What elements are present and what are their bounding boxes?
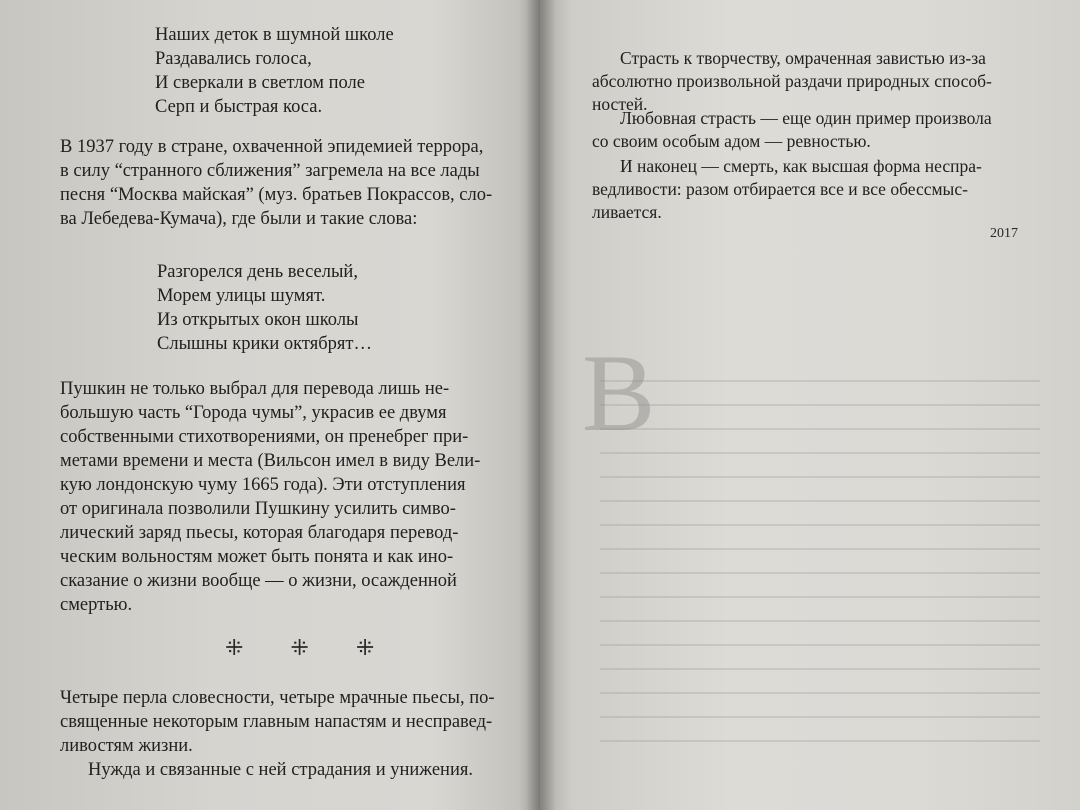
poem-line: Раздавались голоса, <box>155 49 312 69</box>
text-line: ва Лебедева-Кумача), где были и такие слова: <box>60 209 418 229</box>
text-line: от оригинала позволили Пушкину усилить симво- <box>60 499 456 519</box>
text-line: ливается. <box>592 202 662 222</box>
show-through-drop-cap: В <box>582 332 656 454</box>
text-line: кую лондонскую чуму 1665 года). Эти отступления <box>60 475 466 495</box>
poem-line: Из открытых окон школы <box>157 310 359 330</box>
poem-stanza-2 <box>157 260 372 356</box>
text-line: священные некоторым главным напастям и несправед- <box>60 712 493 732</box>
poem-line: Разгорелся день веселый, <box>157 262 358 282</box>
text-line: большую часть “Города чумы”, украсив ее двумя <box>60 403 447 423</box>
paragraph-four-pearls <box>60 686 502 758</box>
text-line: И наконец — смерть, как высшая форма неспра- <box>620 156 982 176</box>
text-line: абсолютно произвольной раздачи природных способ- <box>592 71 992 91</box>
text-line: песня “Москва майская” (муз. братьев Покрассов, сло- <box>60 185 493 205</box>
text-line: метами времени и места (Вильсон имел в виду Вели- <box>60 451 481 471</box>
text-line: сказание о жизни вообще — о жизни, осажденной <box>60 571 457 591</box>
poem-line: Морем улицы шумят. <box>157 286 326 306</box>
poem-line: Серп и быстрая коса. <box>155 97 323 117</box>
text-line: в силу “странного сближения” загремела на все лады <box>60 161 480 181</box>
poem-line: Наших деток в шумной школе <box>155 25 394 45</box>
paragraph-1937 <box>60 135 502 231</box>
text-line: смертью. <box>60 595 133 615</box>
poem-line: И сверкали в светлом поле <box>155 73 365 93</box>
poem-stanza-1 <box>155 23 394 119</box>
text-line: Пушкин не только выбрал для перевода лишь не- <box>60 379 450 399</box>
paragraph-poverty <box>88 758 473 782</box>
text-line: Нужда и связанные с ней страдания и унижения. <box>88 760 473 780</box>
paragraph-death <box>592 155 1030 224</box>
text-line: ческим вольностям может быть понята и как ино- <box>60 547 454 567</box>
poem-line: Слышны крики октябрят… <box>157 334 372 354</box>
text-line: Страсть к творчеству, омраченная завистью из-за <box>620 48 986 68</box>
show-through-lines <box>600 380 1040 764</box>
book-gutter <box>526 0 556 810</box>
text-line: Любовная страсть — еще один пример произвола <box>620 108 992 128</box>
text-line: Четыре перла словесности, четыре мрачные пьесы, по- <box>60 688 495 708</box>
text-line: со своим особым адом — ревностью. <box>592 131 871 151</box>
essay-year: 2017 <box>990 226 1018 241</box>
paragraph-pushkin <box>60 377 502 617</box>
text-line: собственными стихотворениями, он пренебрег при- <box>60 427 469 447</box>
text-line: ностей. <box>592 94 648 114</box>
text-line: лический заряд пьесы, которая благодаря перевод- <box>60 523 459 543</box>
text-line: ведливости: разом отбирается все и все обессмыс- <box>592 179 968 199</box>
text-line: В 1937 году в стране, охваченной эпидемией террора, <box>60 137 484 157</box>
section-separator: ⁜ ⁜ ⁜ <box>225 636 395 661</box>
text-line: ливостям жизни. <box>60 736 193 756</box>
paragraph-love <box>592 107 1030 153</box>
paragraph-creativity <box>592 47 1030 116</box>
